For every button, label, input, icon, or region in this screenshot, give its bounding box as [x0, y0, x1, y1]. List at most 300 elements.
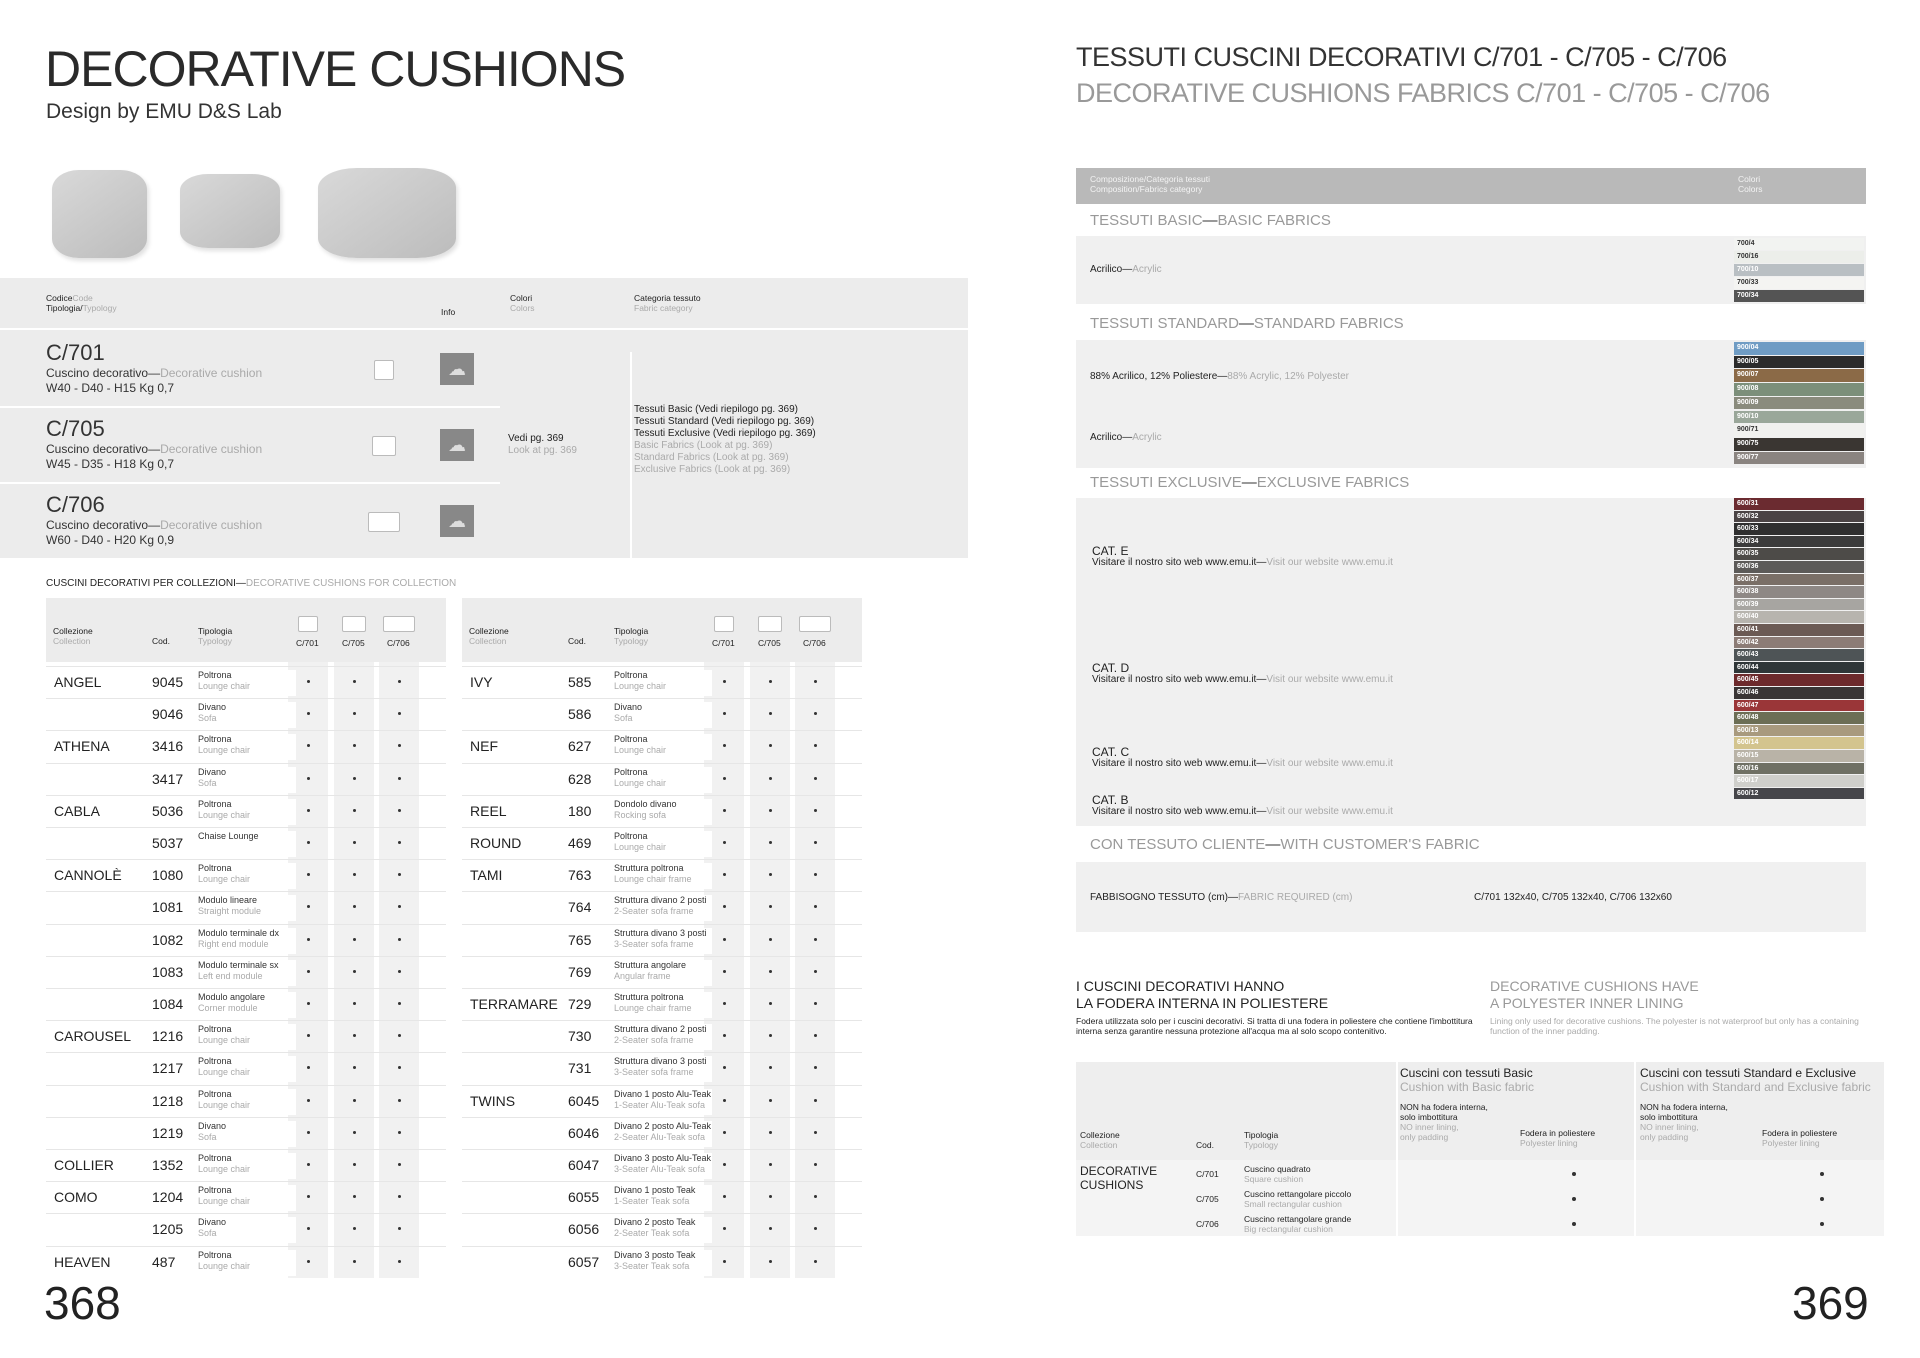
fabric-swatch: 900/07: [1734, 369, 1864, 382]
table-row: [462, 795, 862, 827]
fabric-swatch: 700/4: [1734, 238, 1864, 250]
typology-en: 2-Seater Alu-Teak sofa: [614, 1131, 706, 1142]
availability-dot: [398, 841, 401, 844]
typology-en: 1-Seater Alu-Teak sofa: [614, 1099, 706, 1110]
typology-it: Divano: [198, 1120, 227, 1131]
collection-code: 1217: [152, 1060, 184, 1077]
availability-dot: [398, 744, 401, 747]
collection-code: 1084: [152, 996, 184, 1012]
fabric-swatch: 600/14: [1734, 737, 1864, 749]
fabrics-header-colors: Colori Colors: [1738, 174, 1763, 194]
table-row: [462, 1213, 862, 1245]
availability-dot: [398, 1034, 401, 1037]
availability-dot: [814, 841, 817, 844]
colors-reference: Vedi pg. 369 Look at pg. 369: [508, 433, 577, 456]
availability-dot: [723, 712, 726, 715]
availability-dot: [814, 873, 817, 876]
availability-dot: [723, 1066, 726, 1069]
lining-text-it: Fodera utilizzata solo per i cuscini decorativi. Si tratta di una fodera in poliestere che contiene l'imbottitura interna senza garantire nessuna protezione all'acqua ma al solo scopo contenitivo.: [1076, 1016, 1473, 1036]
typology-en: Lounge chair: [198, 809, 251, 820]
poly-lining-label: Fodera in poliestere Polyester lining: [1520, 1128, 1596, 1148]
availability-dot: [814, 809, 817, 812]
lining-col-collection: Collezione Collection: [1080, 1130, 1120, 1150]
typology-it: Poltrona: [614, 734, 648, 745]
availability-dot: [398, 970, 401, 973]
typology-en: Sofa: [198, 713, 217, 724]
table-row: [46, 1052, 446, 1084]
typology-en: Lounge chair: [614, 745, 667, 756]
typology-it: Poltrona: [198, 1153, 232, 1163]
typology-it: Struttura divano 2 posti: [614, 1024, 707, 1035]
c706-outline-icon: [383, 616, 415, 632]
exclusive-swatches: [1734, 498, 1864, 802]
availability-dot: [723, 1002, 726, 1005]
typology: [614, 960, 712, 986]
page-number-right: 369: [1792, 1277, 1869, 1329]
fabric-swatch: 600/42: [1734, 637, 1864, 649]
collection-name: TERRAMARE: [470, 996, 558, 1012]
fabric-required-value: C/701 132x40, C/705 132x40, C/706 132x60: [1474, 892, 1672, 903]
availability-dot: [769, 970, 772, 973]
collection-code: 5036: [152, 802, 184, 819]
table-row: [462, 1117, 862, 1149]
availability-dot: [814, 1131, 817, 1134]
typology-it: Struttura angolare: [614, 959, 687, 970]
header-collection: Collezione Collection: [53, 626, 93, 646]
lining-col-cod: Cod.: [1196, 1140, 1214, 1150]
header-info: Info: [441, 307, 456, 317]
table-row: [46, 763, 446, 795]
customer-fabric-title: CON TESSUTO CLIENTE—WITH CUSTOMER'S FABRIC: [1090, 836, 1480, 853]
header-cod: Cod.: [152, 636, 170, 646]
collection-code: 487: [152, 1253, 176, 1270]
table-row: [462, 956, 862, 988]
availability-dot: [769, 905, 772, 908]
fabric-swatch: 900/09: [1734, 397, 1864, 410]
availability-dot: [353, 970, 356, 973]
availability-dot: [353, 1227, 356, 1230]
fabric-swatch: 600/45: [1734, 674, 1864, 686]
fabric-swatch: 900/75: [1734, 438, 1864, 451]
exclusive-cat-d: CAT. D Visitare il nostro sito web www.emu.it—Visit our website www.emu.it: [1092, 661, 1393, 685]
availability-dot: [814, 1195, 817, 1198]
lining-dot: [1820, 1197, 1824, 1201]
fabric-swatch: 700/16: [1734, 251, 1864, 263]
fabric-swatch: 600/44: [1734, 662, 1864, 674]
c706-outline-icon: [368, 512, 400, 532]
availability-dot: [307, 777, 310, 780]
availability-dot: [398, 1227, 401, 1230]
page-title: DECORATIVE CUSHIONS: [45, 41, 626, 97]
table-header: [46, 598, 446, 662]
availability-dot: [307, 744, 310, 747]
typology-en: 1-Seater Teak sofa: [614, 1196, 690, 1207]
table-row: [462, 730, 862, 762]
typology: [198, 1217, 296, 1243]
fabric-swatch: 900/10: [1734, 411, 1864, 424]
table-row: [462, 1246, 862, 1278]
collection-code: 628: [568, 770, 592, 787]
typology-it: Poltrona: [198, 1056, 232, 1067]
typology-en: 3-Seater Teak sofa: [614, 1260, 690, 1271]
fabric-swatch: 600/41: [1734, 624, 1864, 636]
typology: [614, 767, 712, 793]
availability-dot: [723, 1034, 726, 1037]
table-row: [462, 698, 862, 730]
fabric-swatch: 600/31: [1734, 498, 1864, 510]
collection-code: 585: [568, 674, 592, 690]
fabrics-header-composition: Composizione/Categoria tessuti Composition/Fabrics category: [1090, 174, 1211, 194]
typology: [198, 863, 296, 889]
lining-row-typology: [1244, 1214, 1351, 1234]
collection-code: 763: [568, 867, 592, 884]
availability-dot: [723, 744, 726, 747]
typology-en: Sofa: [198, 777, 217, 788]
fabric-swatch: 600/40: [1734, 611, 1864, 623]
typology-en: Sofa: [614, 713, 633, 724]
typology-en: Lounge chair: [198, 1067, 251, 1078]
availability-dot: [723, 1260, 726, 1263]
exclusive-cat-b: CAT. B Visitare il nostro sito web www.emu.it—Visit our website www.emu.it: [1092, 793, 1393, 817]
typology-en: Angular frame: [614, 970, 671, 981]
availability-dot: [353, 938, 356, 941]
typology: [614, 734, 712, 760]
availability-dot: [398, 777, 401, 780]
fabric-swatch: 600/13: [1734, 725, 1864, 737]
typology-en: Corner module: [198, 1003, 258, 1013]
typology-it: Poltrona: [614, 766, 648, 777]
availability-dot: [307, 1066, 310, 1069]
collection-name: COLLIER: [54, 1157, 114, 1173]
collection-code: 764: [568, 899, 592, 916]
typology-it: Chaise Lounge: [198, 831, 259, 841]
collection-name: NEF: [470, 738, 498, 755]
typology-it: Struttura poltrona: [614, 992, 684, 1002]
typology-it: Struttura divano 2 posti: [614, 895, 707, 906]
availability-dot: [814, 970, 817, 973]
fabric-swatch: 600/15: [1734, 750, 1864, 762]
collection-name: ROUND: [470, 835, 522, 851]
c701-outline-icon: [374, 360, 394, 380]
availability-dot: [353, 905, 356, 908]
table-row: [46, 1149, 446, 1181]
page-number-left: 368: [44, 1277, 121, 1329]
basic-swatches: [1734, 238, 1864, 304]
table-row: [46, 827, 446, 859]
fabric-swatch: 600/39: [1734, 599, 1864, 611]
availability-dot: [307, 680, 310, 683]
collection-code: 586: [568, 706, 592, 723]
typology-en: Lounge chair: [198, 1260, 251, 1271]
typology-en: Lounge chair: [198, 681, 251, 691]
availability-dot: [814, 1002, 817, 1005]
typology: [198, 767, 296, 793]
typology-en: 3-Seater sofa frame: [614, 1067, 694, 1078]
table-row: [46, 666, 446, 698]
collection-code: 6047: [568, 1157, 600, 1173]
typology-it: Poltrona: [198, 798, 232, 809]
availability-dot: [814, 1034, 817, 1037]
fabric-swatch: 600/33: [1734, 523, 1864, 535]
lining-rows: [1076, 1160, 1884, 1236]
typology-it: Divano 1 posto Alu-Teak: [614, 1088, 712, 1099]
fabric-swatch: 600/34: [1734, 536, 1864, 548]
c706-column-label: C/706: [387, 638, 410, 648]
typology-en: Lounge chair: [198, 1035, 251, 1046]
fabric-swatch: 900/04: [1734, 342, 1864, 355]
availability-dot: [723, 905, 726, 908]
lining-dot: [1572, 1197, 1576, 1201]
lining-collection-name: DECORATIVE CUSHIONS: [1080, 1164, 1158, 1192]
collection-table-left: [46, 598, 446, 1278]
exclusive-cat-e: CAT. E Visitare il nostro sito web www.emu.it—Visit our website www.emu.it: [1092, 544, 1393, 568]
availability-dot: [307, 1099, 310, 1102]
availability-dot: [723, 680, 726, 683]
typology-it: Poltrona: [198, 1185, 232, 1196]
basic-composition: Acrilico—Acrylic: [1090, 264, 1162, 275]
product-c705: C/705 Cuscino decorativo—Decorative cushion W45 - D35 - H18 Kg 0,7: [46, 416, 263, 471]
availability-dot: [353, 1066, 356, 1069]
availability-dot: [769, 712, 772, 715]
collection-table-right: [462, 598, 862, 1278]
typology-en: 3-Seater sofa frame: [614, 938, 694, 949]
typology-it: Cuscino quadrato: [1244, 1164, 1311, 1174]
typology-en: 2-Seater sofa frame: [614, 1035, 694, 1046]
availability-dot: [353, 841, 356, 844]
lining-row-typology: [1244, 1164, 1311, 1184]
availability-dot: [398, 809, 401, 812]
availability-dot: [398, 1195, 401, 1198]
availability-dot: [353, 1260, 356, 1263]
typology: [198, 1121, 296, 1147]
availability-dot: [769, 1260, 772, 1263]
availability-dot: [723, 873, 726, 876]
fabric-swatch: 700/10: [1734, 264, 1864, 276]
typology-en: Lounge chair: [198, 1164, 251, 1174]
availability-dot: [307, 1227, 310, 1230]
c705-outline-icon: [372, 436, 396, 456]
table-row: [462, 1149, 862, 1181]
collection-code: 627: [568, 738, 592, 755]
collection-name: TWINS: [470, 1092, 516, 1109]
collection-code: 1218: [152, 1092, 184, 1109]
no-lining-label: NON ha fodera interna, solo imbottitura NO inner lining, only padding: [1640, 1102, 1728, 1142]
cushion-c701-image: [52, 170, 147, 258]
typology: [198, 734, 296, 760]
table-row: [46, 859, 446, 891]
typology-it: Dondolo divano: [614, 798, 677, 809]
typology-en: Lounge chair: [198, 1196, 251, 1207]
fabric-swatch: 600/32: [1734, 511, 1864, 523]
availability-dot: [398, 1163, 401, 1166]
table-row: [46, 891, 446, 923]
table-row: [46, 1181, 446, 1213]
typology: [198, 1250, 296, 1276]
availability-dot: [723, 809, 726, 812]
availability-dot: [307, 1131, 310, 1134]
availability-dot: [398, 1066, 401, 1069]
availability-dot: [769, 809, 772, 812]
fabrics-title-en: DECORATIVE CUSHIONS FABRICS C/701 - C/705 - C/706: [1076, 78, 1770, 108]
fabric-swatch: 900/05: [1734, 356, 1864, 369]
availability-dot: [307, 905, 310, 908]
availability-dot: [814, 938, 817, 941]
typology-it: Struttura divano 3 posti: [614, 1056, 707, 1067]
cushion-c705-image: [180, 174, 280, 248]
standard-fabrics-title: TESSUTI STANDARD—STANDARD FABRICS: [1090, 315, 1404, 332]
availability-dot: [307, 873, 310, 876]
typology-it: Poltrona: [198, 1088, 232, 1099]
availability-dot: [353, 680, 356, 683]
availability-dot: [398, 1260, 401, 1263]
typology-it: Poltrona: [198, 1249, 232, 1260]
table-row: [46, 924, 446, 956]
availability-dot: [307, 938, 310, 941]
typology-en: Lounge chair: [198, 1099, 251, 1110]
table-row: [46, 1246, 446, 1278]
availability-dot: [769, 1066, 772, 1069]
typology-it: Modulo terminale sx: [198, 959, 279, 970]
availability-dot: [769, 777, 772, 780]
fabric-swatch: 900/77: [1734, 452, 1864, 465]
availability-dot: [814, 1227, 817, 1230]
c701-column-label: C/701: [712, 638, 735, 648]
lining-text-en: Lining only used for decorative cushions. The polyester is not waterproof but only has a containing function of the inner padding.: [1490, 1016, 1859, 1036]
table-row: [462, 859, 862, 891]
fabric-swatch: 900/71: [1734, 424, 1864, 437]
availability-dot: [307, 809, 310, 812]
collection-code: 6046: [568, 1124, 600, 1141]
availability-dot: [814, 680, 817, 683]
typology-en: Lounge chair frame: [614, 874, 692, 885]
collection-code: 3417: [152, 770, 184, 787]
fabric-swatch: 600/37: [1734, 574, 1864, 586]
collection-code: 9046: [152, 706, 184, 723]
collection-code: 1205: [152, 1221, 184, 1238]
fabric-swatch: 600/35: [1734, 548, 1864, 560]
availability-dot: [307, 1260, 310, 1263]
availability-dot: [769, 1034, 772, 1037]
availability-dot: [769, 1002, 772, 1005]
availability-dot: [398, 873, 401, 876]
collection-name: ANGEL: [54, 674, 102, 690]
availability-dot: [769, 680, 772, 683]
availability-dot: [723, 841, 726, 844]
c701-outline-icon: [298, 616, 318, 632]
header-fabric: Categoria tessuto Fabric category: [634, 293, 701, 313]
standard-composition-1: 88% Acrilico, 12% Poliestere—88% Acrylic, 12% Polyester: [1090, 371, 1350, 382]
collection-code: 731: [568, 1060, 592, 1077]
c705-column-label: C/705: [758, 638, 781, 648]
lining-row-cod: C/705: [1196, 1194, 1219, 1204]
typology-en: Big rectangular cushion: [1244, 1224, 1333, 1234]
typology-it: Modulo lineare: [198, 895, 258, 906]
lining-std-header: Cuscini con tessuti Standard e Exclusive Cushion with Standard and Exclusive fabric: [1640, 1066, 1871, 1094]
outdoor-info-icon: ☁: [440, 353, 474, 385]
table-row: [46, 1213, 446, 1245]
collection-code: 6055: [568, 1189, 600, 1206]
table-row: [46, 1085, 446, 1117]
availability-dot: [307, 712, 310, 715]
lining-dot: [1820, 1172, 1824, 1176]
typology: [614, 1121, 712, 1147]
table-row: [46, 698, 446, 730]
availability-dot: [353, 1099, 356, 1102]
availability-dot: [353, 1034, 356, 1037]
availability-dot: [307, 1034, 310, 1037]
availability-dot: [307, 841, 310, 844]
availability-dot: [814, 905, 817, 908]
typology: [614, 1024, 712, 1050]
collection-code: 180: [568, 802, 592, 819]
header-colors: Colori Colors: [510, 293, 535, 313]
c705-outline-icon: [758, 616, 782, 632]
fabric-references: Tessuti Basic (Vedi riepilogo pg. 369) Tessuti Standard (Vedi riepilogo pg. 369) Tessuti Exclusive (Vedi riepilogo pg. 369) Basic Fabrics (Look at pg. 369) Standard Fabrics (Look at pg. 369) Exclusive Fabrics (Look at pg. 369): [634, 404, 816, 475]
typology: [198, 1056, 296, 1082]
typology-en: 2-Seater Teak sofa: [614, 1228, 690, 1239]
c705-outline-icon: [342, 616, 366, 632]
typology: [614, 1056, 712, 1082]
availability-dot: [353, 744, 356, 747]
availability-dot: [398, 1099, 401, 1102]
poly-lining-label: Fodera in poliestere Polyester lining: [1762, 1128, 1838, 1148]
lining-dot: [1820, 1222, 1824, 1226]
availability-dot: [814, 777, 817, 780]
header-code: CodiceCode Tipologia/Typology: [46, 293, 117, 313]
collection-code: 469: [568, 835, 592, 851]
collection-code: 9045: [152, 674, 184, 690]
outdoor-info-icon: ☁: [440, 429, 474, 461]
c701-column-label: C/701: [296, 638, 319, 648]
typology-it: Modulo angolare: [198, 992, 266, 1002]
collection-code: 769: [568, 963, 592, 980]
header-collection: Collezione Collection: [469, 626, 509, 646]
availability-dot: [353, 1163, 356, 1166]
basic-fabrics-title: TESSUTI BASIC—BASIC FABRICS: [1090, 212, 1331, 229]
fabric-required-label: FABBISOGNO TESSUTO (cm)—FABRIC REQUIRED (cm): [1090, 892, 1353, 903]
typology-it: Divano 2 posto Teak: [614, 1217, 696, 1228]
fabric-swatch: 900/08: [1734, 383, 1864, 396]
collection-section-title: CUSCINI DECORATIVI PER COLLEZIONI—DECORATIVE CUSHIONS FOR COLLECTION: [46, 578, 457, 589]
table-header: [462, 598, 862, 662]
table-row: [462, 1181, 862, 1213]
collection-name: REEL: [470, 802, 507, 819]
typology: [614, 1217, 712, 1243]
typology-en: Sofa: [198, 1131, 217, 1142]
typology: [198, 960, 296, 986]
collection-code: 1352: [152, 1157, 184, 1173]
availability-dot: [353, 1131, 356, 1134]
typology-en: Rocking sofa: [614, 809, 667, 820]
standard-swatches: [1734, 342, 1864, 466]
availability-dot: [398, 1131, 401, 1134]
collection-code: 1219: [152, 1124, 184, 1141]
standard-composition-2: Acrilico—Acrylic: [1090, 432, 1162, 443]
table-row: [46, 730, 446, 762]
collection-name: CAROUSEL: [54, 1028, 132, 1045]
typology: [614, 992, 712, 1018]
availability-dot: [769, 1195, 772, 1198]
typology-it: Modulo terminale dx: [198, 927, 280, 938]
table-row: [462, 1020, 862, 1052]
availability-dot: [307, 970, 310, 973]
typology: [614, 831, 712, 857]
lining-title-en: DECORATIVE CUSHIONS HAVE A POLYESTER INNER LINING: [1490, 978, 1699, 1011]
availability-dot: [769, 1227, 772, 1230]
table-row: [46, 1020, 446, 1052]
typology-en: Straight module: [198, 906, 262, 917]
typology-it: Poltrona: [614, 670, 648, 680]
